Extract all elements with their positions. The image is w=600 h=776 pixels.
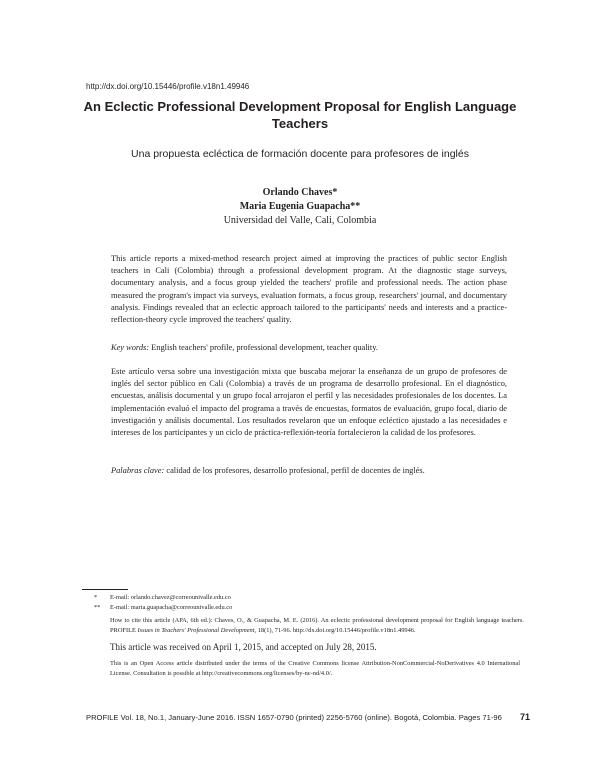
keywords-text: calidad de los profesores, desarrollo profesional, perfil de docentes de inglés. <box>166 466 425 475</box>
author-block <box>70 186 530 228</box>
license-note: This is an Open Access article distributed under the terms of the Creative Commons license Attribution-NonCommercial-NoDerivatives 4.0 International License. Consultation is possible at http://creativecommons.org/licenses/by-nc-nd/4.0/. <box>110 660 520 677</box>
keywords-spanish <box>111 465 507 477</box>
citation-note <box>94 616 524 635</box>
footnotes <box>94 593 524 635</box>
abstract-english: This article reports a mixed-method research project aimed at improving the practices of public sector English teachers in Cali (Colombia) through a professional development program. At the diagnostic stage surveys, documentary analysis, and a focus group yielded the teachers' profile and professional needs. The action phase measured the program's impact via surveys, evaluation formats, a focus group, researchers' journal, and documentary analysis. Findings revealed that an eclectic approach tailored to the participants' needs and interests and a practice-reflection-theory cycle improved the teachers' quality. <box>111 254 507 325</box>
footnote-email <box>94 603 524 613</box>
author-name: Orlando Chaves* <box>262 187 338 198</box>
citation-suffix: , 18(1), 71-96. http://dx.doi.org/10.15446/profile.v18n1.49946. <box>254 626 416 634</box>
received-note: This article was received on April 1, 2015, and accepted on July 28, 2015. <box>110 642 377 652</box>
footnote-text[interactable]: E-mail: orlando.chavez@correounivalle.edu.co <box>110 594 231 601</box>
author-name: Maria Eugenia Guapacha** <box>239 201 361 212</box>
citation-prefix: How to cite this article (APA, 6th ed.): Chaves, O., & Guapacha, M. E. (2016). An eclectic professional development proposal for English language teachers. PROFILE <box>110 617 524 634</box>
abstract-spanish: Este artículo versa sobre una investigación mixta que buscaba mejorar la enseñanza de un grupo de profesores de inglés del sector público en Cali (Colombia) a través de un programa de desarrollo profesional. En el diagnóstico, encuestas, análisis documental y un grupo focal arrojaron el perfil y las necesidades profesionales de los docentes. La implementación evaluó el impacto del programa a través de encuestas, formatos de evaluación, grupo focal, diario de investigación y análisis documental. Los resultados revelaron que un enfoque ecléctico ajustado a las necesidades e intereses de los participantes y un ciclo de práctica-reflexión-teoría fortalecieron la calidad de los profesores. <box>111 367 507 438</box>
keywords-label: Palabras clave: <box>111 466 165 475</box>
citation-journal: Issues in Teachers' Professional Development <box>137 626 255 634</box>
journal-footer: PROFILE Vol. 18, No.1, January-June 2016. ISSN 1657-0790 (printed) 2256-5760 (online). Bogotá, Colombia. Pages 71-96 <box>86 713 502 722</box>
footnote-email <box>94 593 524 603</box>
article-subtitle: Una propuesta ecléctica de formación docente para profesores de inglés <box>131 148 469 160</box>
footnote-mark: * <box>94 594 98 601</box>
doi-link[interactable]: http://dx.doi.org/10.15446/profile.v18n1.49946 <box>86 82 250 91</box>
page-number: 71 <box>520 712 531 722</box>
footnote-divider <box>82 589 128 590</box>
footnote-text[interactable]: E-mail: maria.guapacha@correounivalle.edu.co <box>110 603 233 611</box>
article-title: An Eclectic Professional Development Proposal for English Language Teachers <box>83 99 517 131</box>
author-affiliation: Universidad del Valle, Cali, Colombia <box>223 215 377 226</box>
keywords-english <box>111 342 507 354</box>
footnote-mark: ** <box>94 603 101 611</box>
keywords-label: Key words: <box>111 343 150 352</box>
keywords-text: English teachers' profile, professional development, teacher quality. <box>151 343 378 352</box>
